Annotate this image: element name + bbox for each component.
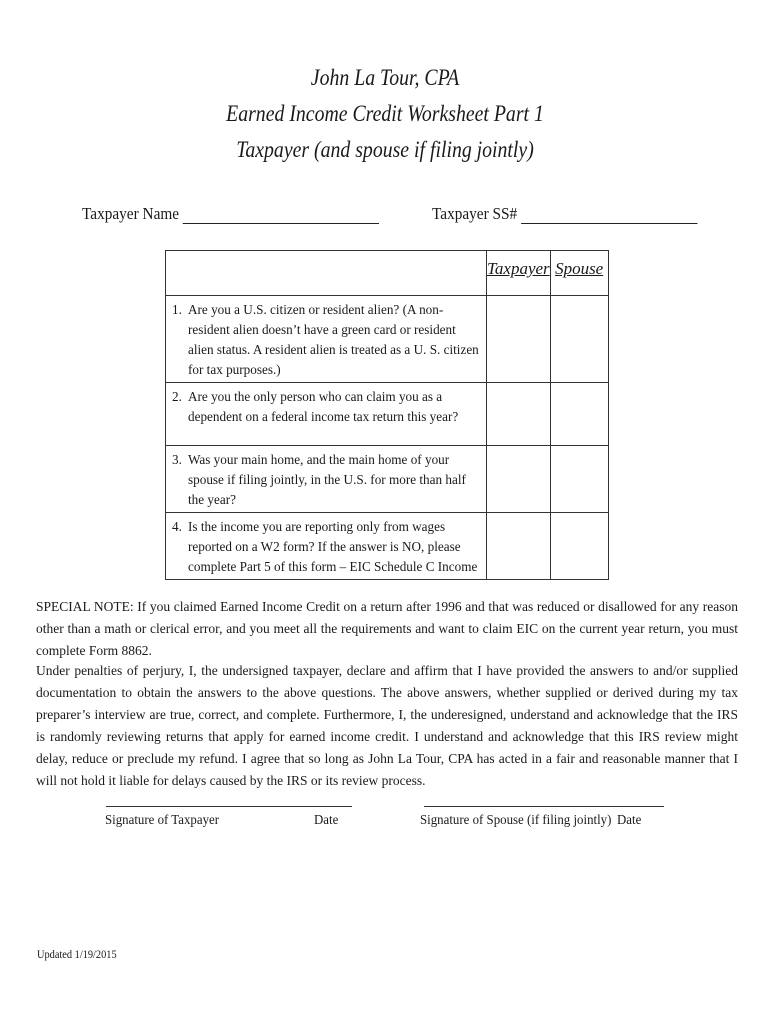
question-number: 2. <box>172 389 182 404</box>
taxpayer-name-field[interactable] <box>183 205 379 224</box>
spouse-answer-cell-2[interactable] <box>550 383 608 446</box>
spouse-date-label: Date <box>617 813 642 828</box>
spouse-column-header: Spouse <box>550 251 608 296</box>
taxpayer-answer-cell-4[interactable] <box>487 513 551 580</box>
form-subtitle: Taxpayer (and spouse if filing jointly) <box>236 137 534 162</box>
header-blank-cell <box>166 251 487 296</box>
taxpayer-answer-cell-2[interactable] <box>487 383 551 446</box>
spouse-answer-cell-4[interactable] <box>550 513 608 580</box>
question-text: Are you the only person who can claim you as a dependent on a federal income tax return this year? <box>188 389 459 424</box>
updated-date: Updated 1/19/2015 <box>37 949 117 961</box>
taxpayer-column-header: Taxpayer <box>487 251 551 296</box>
taxpayer-answer-cell-1[interactable] <box>487 296 551 383</box>
spouse-answer-cell-1[interactable] <box>550 296 608 383</box>
question-cell <box>166 383 487 446</box>
taxpayer-ss-row <box>432 204 697 224</box>
taxpayer-date-label: Date <box>314 813 339 828</box>
question-text: Are you a U.S. citizen or resident alien? (A non-resident alien doesn’t have a green card or resident alien status. A resident alien is treated as a U. S. citizen for tax purposes.) <box>188 302 479 377</box>
question-text: Was your main home, and the main home of your spouse if filing jointly, in the U.S. for more than half the year? <box>188 452 466 507</box>
question-text: Is the income you are reporting only from wages reported on a W2 form? If the answer is NO, please complete Part 5 of this form – EIC Schedule C Income <box>188 519 478 574</box>
spouse-signature-label: Signature of Spouse (if filing jointly) <box>420 813 612 828</box>
form-title: Earned Income Credit Worksheet Part 1 <box>226 101 544 126</box>
preparer-name: John La Tour, CPA <box>310 65 460 90</box>
table-row <box>166 446 609 513</box>
perjury-statement: Under penalties of perjury, I, the undersigned taxpayer, declare and affirm that I have provided the answers to and/or supplied documentation to obtain the answers to the above questions. The above answers, whether supplied or derived during my tax preparer’s interview are true, correct, and complete. Furthermore, I, the underesigned, understand and acknowledge that the IRS is randomly reviewing returns that apply for earned income credit. I understand and acknowledge that this IRS review might delay, reduce or preclude my refund. I agree that so long as John La Tour, CPA has acted in a fair and reasonable manner that I will not hold it liable for delays caused by the IRS or its review process. <box>36 663 738 788</box>
table-row <box>166 383 609 446</box>
taxpayer-name-label: Taxpayer Name <box>82 204 180 223</box>
question-number: 1. <box>172 302 182 317</box>
table-row <box>166 513 609 580</box>
table-header-row <box>166 251 609 296</box>
question-number: 3. <box>172 452 182 467</box>
special-note: SPECIAL NOTE: If you claimed Earned Income Credit on a return after 1996 and that was reduced or disallowed for any reason other than a math or clerical error, and you meet all the requirements and want to claim EIC on the current year return, you must complete Form 8862. <box>36 599 738 658</box>
question-cell <box>166 296 487 383</box>
question-number: 4. <box>172 519 182 534</box>
eic-questions-table <box>165 250 609 580</box>
taxpayer-signature-label: Signature of Taxpayer <box>105 813 220 828</box>
taxpayer-ss-label: Taxpayer SS# <box>432 204 518 223</box>
table-row <box>166 296 609 383</box>
taxpayer-signature-line[interactable] <box>106 806 352 807</box>
question-cell <box>166 446 487 513</box>
spouse-answer-cell-3[interactable] <box>550 446 608 513</box>
taxpayer-answer-cell-3[interactable] <box>487 446 551 513</box>
spouse-signature-line[interactable] <box>424 806 664 807</box>
taxpayer-ss-field[interactable] <box>521 205 697 224</box>
taxpayer-name-row <box>82 204 379 224</box>
question-cell <box>166 513 487 580</box>
